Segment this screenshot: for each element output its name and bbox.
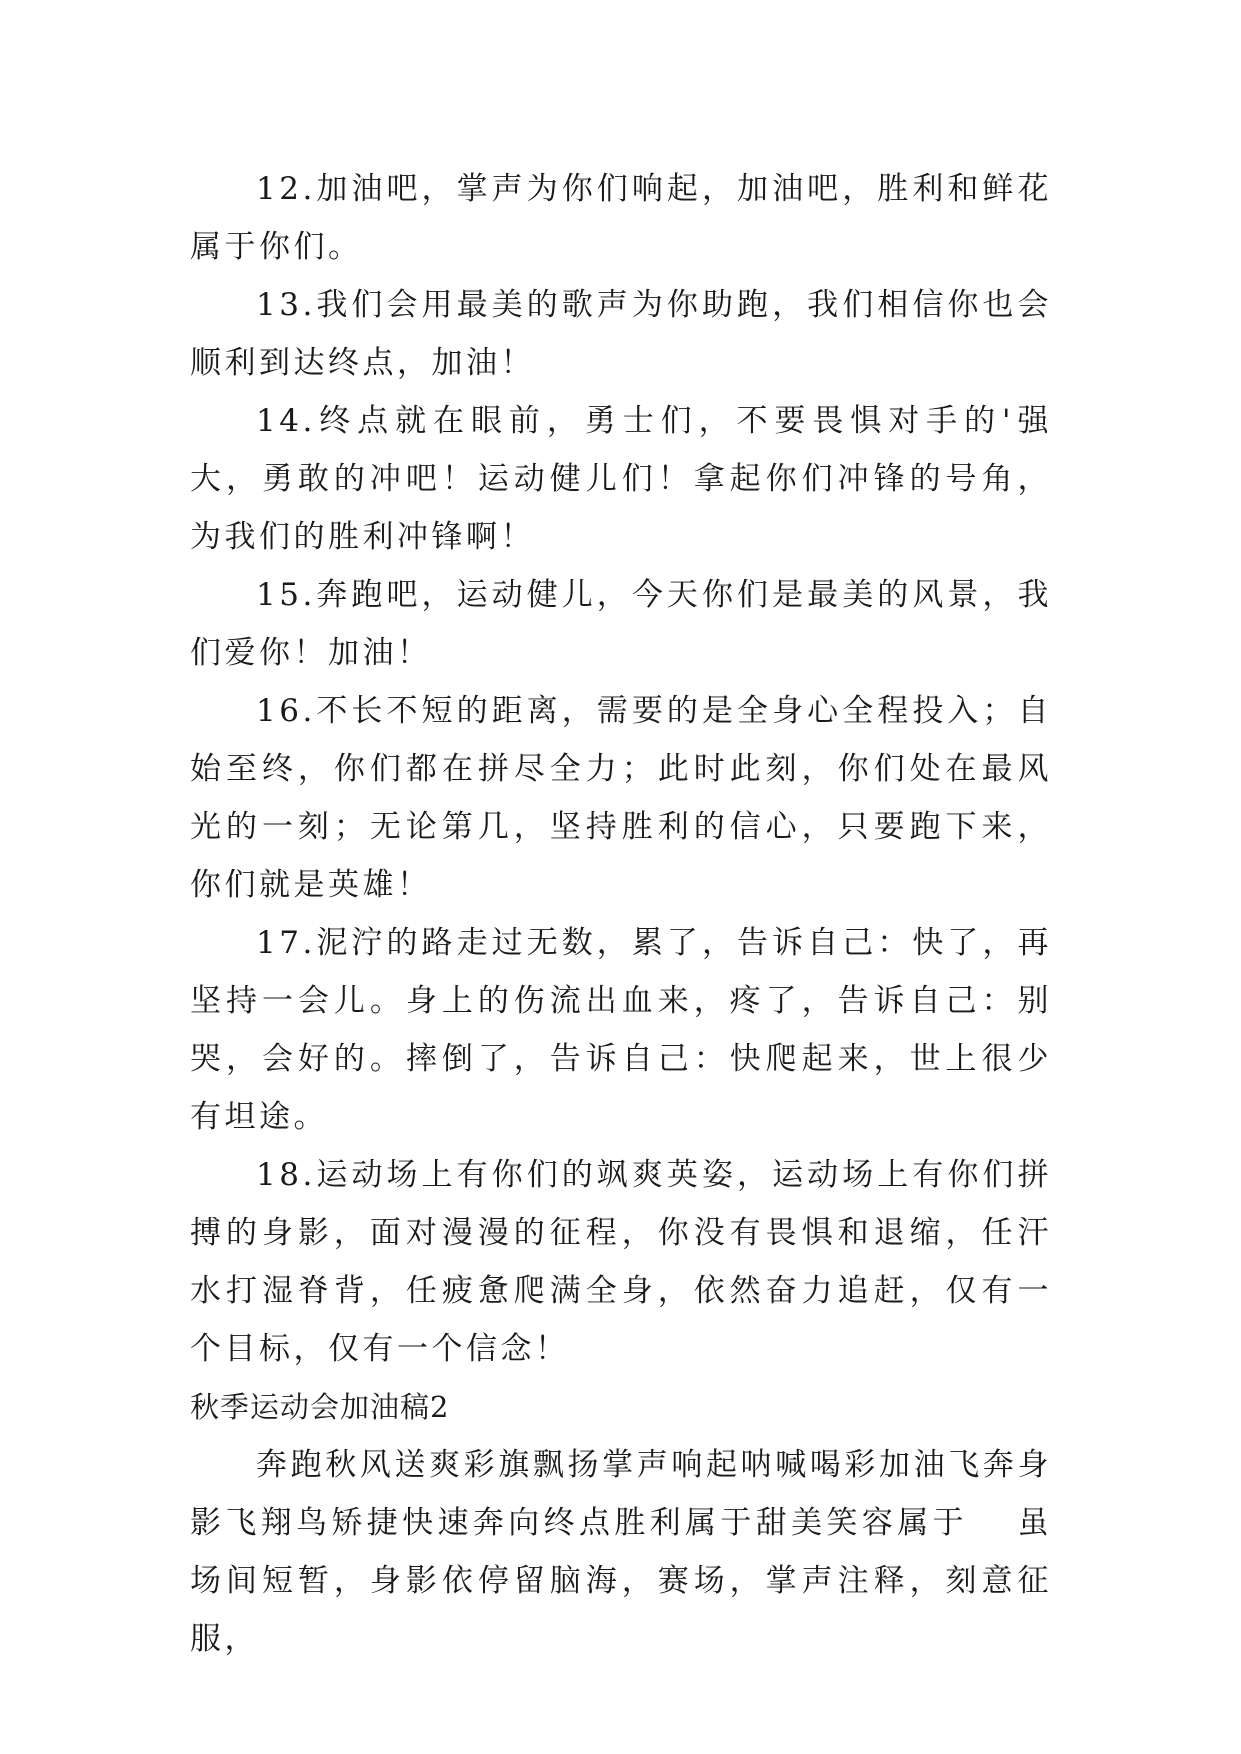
document-page (190, 160, 1052, 1668)
paragraph-17: 17.泥泞的路走过无数，累了，告诉自己：快了，再坚持一会儿。身上的伤流出血来，疼了，告诉自己：别哭，会好的。摔倒了，告诉自己：快爬起来，世上很少有坦途。 (190, 925, 1052, 1135)
paragraph-16: 16.不长不短的距离，需要的是全身心全程投入；自始至终，你们都在拼尽全力；此时此刻，你们处在最风光的一刻；无论第几，坚持胜利的信心，只要跑下来，你们就是英雄！ (190, 693, 1052, 903)
paragraph-13: 13.我们会用最美的歌声为你助跑，我们相信你也会顺利到达终点，加油！ (190, 287, 1052, 381)
paragraph-18: 18.运动场上有你们的飒爽英姿，运动场上有你们拼搏的身影，面对漫漫的征程，你没有畏惧和退缩，任汗水打湿脊背，任疲惫爬满全身，依然奋力追赶，仅有一个目标，仅有一个信念！ (190, 1157, 1052, 1367)
section-body: 奔跑秋风送爽彩旗飘扬掌声响起呐喊喝彩加油飞奔身影飞翔鸟矫捷快速奔向终点胜利属于甜美笑容属于 虽场间短暂，身影依停留脑海，赛场，掌声注释，刻意征服， (190, 1447, 1052, 1657)
section-title: 秋季运动会加油稿2 (190, 1390, 450, 1424)
paragraph-15: 15.奔跑吧，运动健儿，今天你们是最美的风景，我们爱你！加油！ (190, 577, 1052, 671)
paragraph-12: 12.加油吧，掌声为你们响起，加油吧，胜利和鲜花属于你们。 (190, 171, 1052, 265)
paragraph-14: 14.终点就在眼前，勇士们，不要畏惧对手的'强大，勇敢的冲吧！运动健儿们！拿起你们冲锋的号角，为我们的胜利冲锋啊！ (190, 403, 1052, 555)
